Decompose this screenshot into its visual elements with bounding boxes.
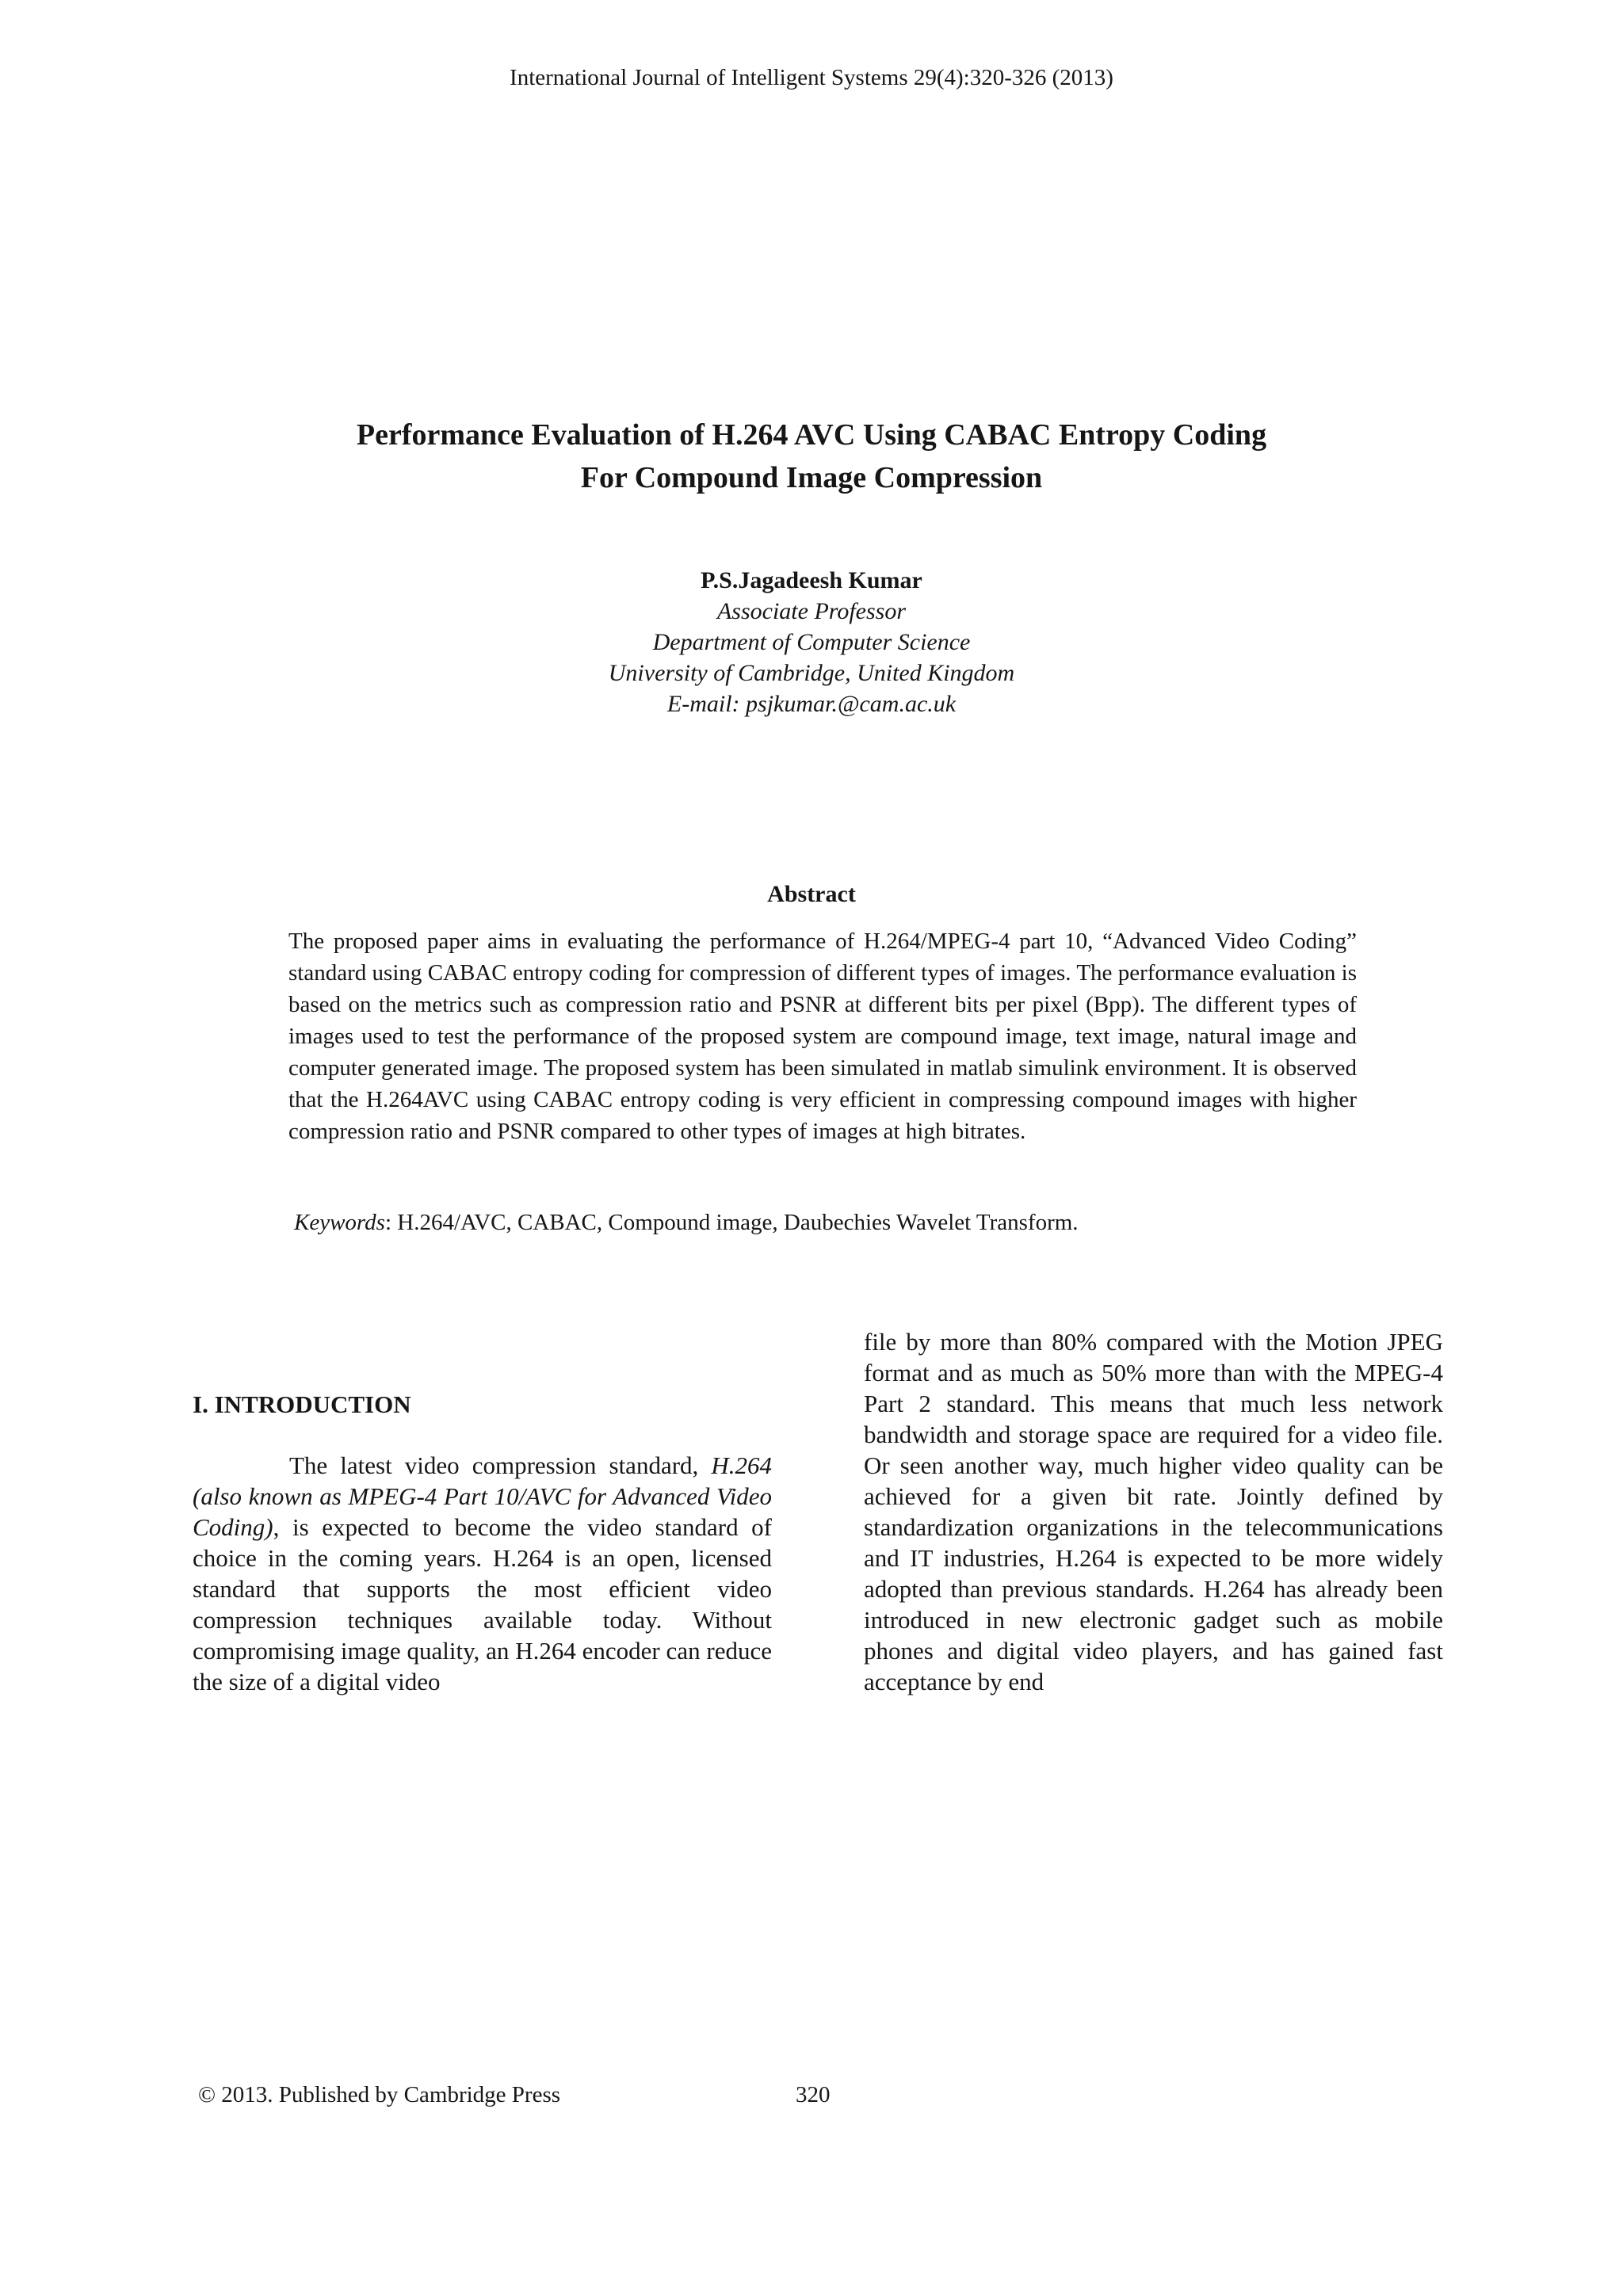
keywords-label: Keywords bbox=[294, 1210, 385, 1235]
paper-title bbox=[238, 414, 1385, 499]
keywords-text: : H.264/AVC, CABAC, Compound image, Daubechies Wavelet Transform. bbox=[384, 1210, 1079, 1235]
abstract-text: The proposed paper aims in evaluating the performance of H.264/MPEG-4 part 10, “Advanced Video Coding” standard using CABAC entropy coding for compression of different types of images. The performance evaluation is based on the metrics such as compression ratio and PSNR at different bits per pixel (Bpp). The different types of images used to test the performance of the proposed system are compound image, text image, natural image and computer generated image. The proposed system has been simulated in matlab simulink environment. It is observed that the H.264AVC using CABAC entropy coding is very efficient in compressing compound images with higher compression ratio and PSNR compared to other types of images at high bitrates. bbox=[288, 929, 1357, 1144]
author-block bbox=[396, 565, 1227, 719]
author-department: Department of Computer Science bbox=[652, 629, 971, 655]
author-email: E-mail: psjkumar.@cam.ac.uk bbox=[666, 691, 957, 717]
intro-rest-text: , is expected to become the video standard of choice in the coming years. H.264 is an open, licensed standard that supports the most efficient video compression techniques available today. Without compromising image quality, an H.264 encoder can reduce the size of a digital video bbox=[193, 1513, 772, 1695]
footer-copyright: © 2013. Published by Cambridge Press bbox=[198, 2082, 561, 2107]
author-position: Associate Professor bbox=[716, 598, 907, 624]
intro-lead-text: The latest video compression standard, bbox=[289, 1451, 712, 1479]
intro-italic-text: H.264 (also known as MPEG-4 Part 10/AVC for Advanced Video Coding) bbox=[193, 1451, 772, 1541]
keywords-line bbox=[294, 1207, 1403, 1238]
introduction-continuation: file by more than 80% compared with the Motion JPEG format and as much as 50% more than with the MPEG-4 Part 2 standard. This means that much less network bandwidth and storage space are required for a video file. Or seen another way, much higher video quality can be achieved for a given bit rate. Jointly defined by standardization organizations in the telecommunications and IT industries, H.264 is expected to be more widely adopted than previous standards. H.264 has already been introduced in new electronic gadget such as mobile phones and digital video players, and has gained fast acceptance by end bbox=[864, 1328, 1443, 1695]
introduction-paragraph bbox=[193, 1450, 772, 1697]
section-heading-introduction: I. INTRODUCTION bbox=[193, 1390, 411, 1418]
journal-header: International Journal of Intelligent Systems 29(4):320-326 (2013) bbox=[510, 65, 1113, 90]
author-name: P.S.Jagadeesh Kumar bbox=[701, 567, 922, 593]
author-university: University of Cambridge, United Kingdom bbox=[608, 660, 1015, 686]
paper-title-line-1: Performance Evaluation of H.264 AVC Using CABAC Entropy Coding bbox=[356, 418, 1267, 452]
abstract-heading: Abstract bbox=[767, 881, 856, 907]
paper-title-line-2: For Compound Image Compression bbox=[580, 461, 1043, 494]
page-number: 320 bbox=[796, 2082, 831, 2107]
